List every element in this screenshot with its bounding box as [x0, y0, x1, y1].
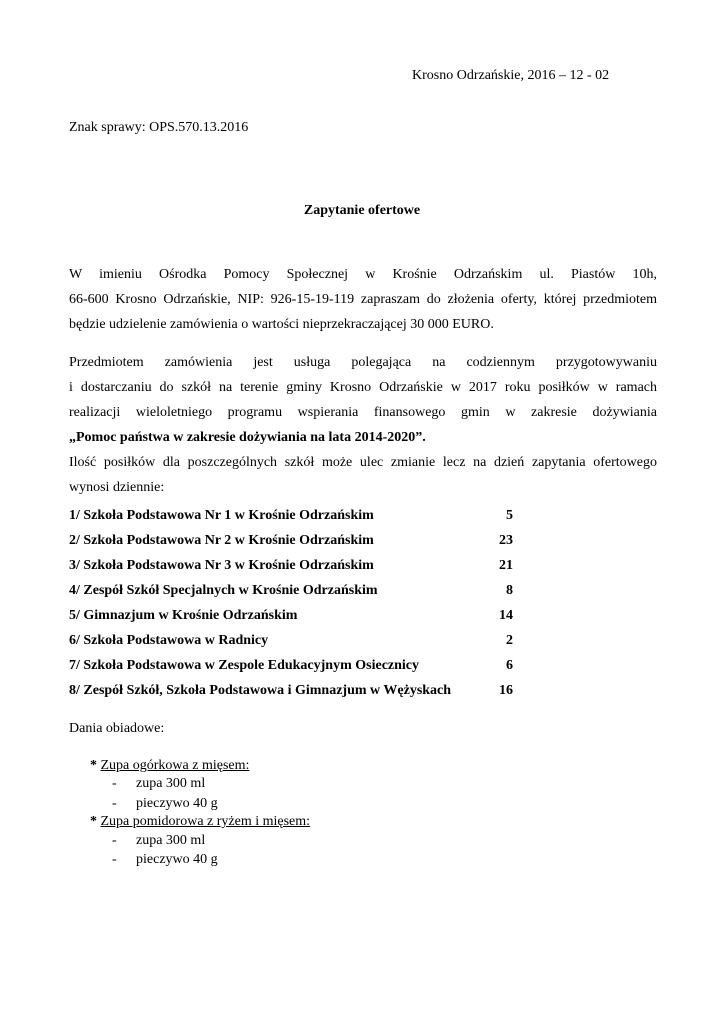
ingredient-item	[112, 851, 218, 869]
dash-marker: -	[112, 796, 117, 811]
school-row	[69, 553, 529, 578]
school-name: 5/ Gimnazjum w Krośnie Odrzańskim	[69, 608, 298, 623]
meal-count: 2	[506, 633, 513, 648]
ingredient-item	[112, 775, 205, 793]
school-name: 7/ Szkoła Podstawowa w Zespole Edukacyjnym Osiecznicy	[69, 658, 420, 673]
ingredient-text: pieczywo 40 g	[136, 796, 218, 811]
dish-name: Zupa ogórkowa z mięsem:	[100, 758, 250, 773]
school-name: 3/ Szkoła Podstawowa Nr 3 w Krośnie Odrzańskim	[69, 558, 374, 573]
school-row	[69, 528, 529, 553]
meals-heading: Dania obiadowe:	[69, 721, 165, 736]
meal-count: 6	[506, 658, 513, 673]
quantity-line: Ilość posiłków dla poszczególnych szkół może ulec zmianie lecz na dzień zapytania ofertowego	[69, 455, 657, 470]
dash-marker: -	[112, 833, 117, 848]
program-name: „Pomoc państwa w zakresie dożywiania na lata 2014-2020”.	[69, 430, 426, 445]
school-row	[69, 678, 529, 703]
school-list	[69, 503, 529, 703]
subject-line: realizacji wieloletniego programu wspierania finansowego gmin w zakresie dożywiania	[69, 405, 657, 420]
dish-item	[90, 757, 249, 775]
school-name: 1/ Szkoła Podstawowa Nr 1 w Krośnie Odrzańskim	[69, 508, 374, 523]
school-row	[69, 628, 529, 653]
dash-marker: -	[112, 776, 117, 791]
school-row	[69, 578, 529, 603]
school-name: 4/ Zespół Szkół Specjalnych w Krośnie Odrzańskim	[69, 583, 378, 598]
school-name: 8/ Zespół Szkół, Szkoła Podstawowa i Gimnazjum w Wężyskach	[69, 683, 452, 698]
intro-line: będzie udzielenie zamówienia o wartości nieprzekraczającej 30 000 EURO.	[69, 317, 494, 332]
school-row	[69, 603, 529, 628]
dish-item	[90, 813, 310, 831]
ingredient-text: pieczywo 40 g	[136, 852, 218, 867]
document-title: Zapytanie ofertowe	[303, 203, 421, 218]
ingredient-text: zupa 300 ml	[136, 776, 206, 791]
ingredient-item	[112, 795, 218, 813]
intro-line: 66-600 Krosno Odrzańskie, NIP: 926-15-19-119 zapraszam do złożenia oferty, której przedmiotem	[69, 292, 657, 307]
ingredient-item	[112, 832, 205, 850]
intro-line: W imieniu Ośrodka Pomocy Społecznej w Krośnie Odrzańskim ul. Piastów 10h,	[69, 267, 657, 282]
meal-count: 21	[499, 558, 513, 573]
asterisk-marker: *	[90, 758, 97, 773]
asterisk-marker: *	[90, 814, 97, 829]
dash-marker: -	[112, 852, 117, 867]
meal-count: 16	[499, 683, 513, 698]
school-name: 6/ Szkoła Podstawowa w Radnicy	[69, 633, 269, 648]
meal-count: 5	[506, 508, 513, 523]
school-row	[69, 653, 529, 678]
dish-name: Zupa pomidorowa z ryżem i mięsem:	[100, 814, 311, 829]
meal-count: 23	[499, 533, 513, 548]
subject-line: i dostarczaniu do szkół na terenie gminy Krosno Odrzańskie w 2017 roku posiłków w ramach	[69, 380, 657, 395]
quantity-line: wynosi dziennie:	[69, 480, 165, 495]
subject-paragraph	[69, 350, 657, 500]
meal-count: 14	[499, 608, 513, 623]
case-reference: Znak sprawy: OPS.570.13.2016	[69, 120, 249, 135]
intro-paragraph	[69, 262, 657, 337]
ingredient-text: zupa 300 ml	[136, 833, 206, 848]
school-row	[69, 503, 529, 528]
school-name: 2/ Szkoła Podstawowa Nr 2 w Krośnie Odrzańskim	[69, 533, 374, 548]
subject-line: Przedmiotem zamówienia jest usługa polegająca na codziennym przygotowywaniu	[69, 355, 657, 370]
date-line: Krosno Odrzańskie, 2016 – 12 - 02	[412, 68, 610, 83]
meal-count: 8	[506, 583, 513, 598]
